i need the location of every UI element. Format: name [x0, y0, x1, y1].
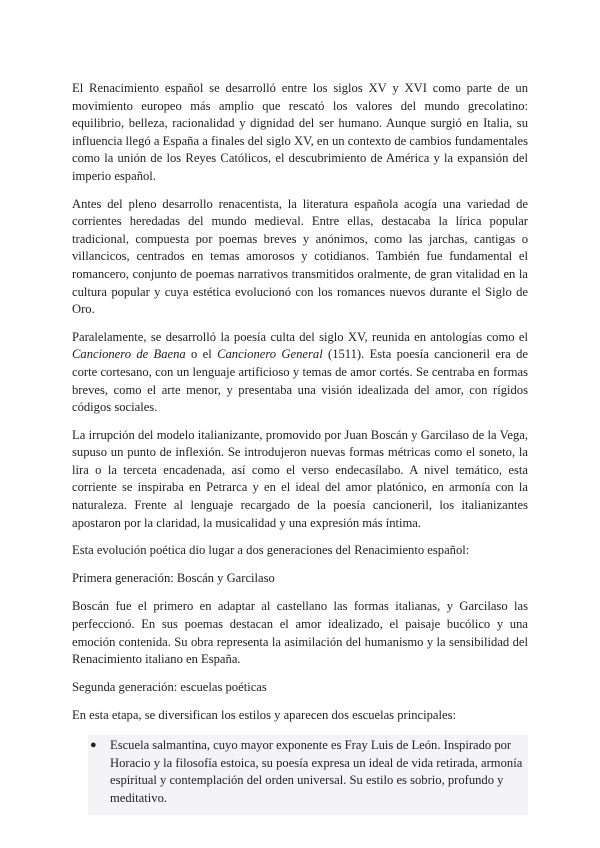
paragraph-intro: El Renacimiento español se desarrolló entre los siglos XV y XVI como parte de un movimiento europeo más amplio que rescató los valores del mundo grecolatino: equilibrio, belleza, racionalidad y dignidad del ser humano. Aunque surgió en Italia, su influencia llegó a España a finales del siglo XV, en un contexto de cambios fundamentales como la unión de los Reyes Católicos, el descubrimiento de América y la expansión del imperio español. — [72, 81, 528, 183]
heading-first-generation: Primera generación: Boscán y Garcilaso — [72, 570, 275, 585]
paragraph-generations-intro: Esta evolución poética dio lugar a dos generaciones del Renacimiento español: — [72, 543, 470, 558]
schools-list — [88, 735, 528, 815]
list-item-text: Escuela salmantina, cuyo mayor exponente es Fray Luis de León. Inspirado por Horacio y la filosofía estoica, su poesía expresa un ideal de vida retirada, armonía espiritual y contemplación del orden universal. Su estilo es sobrio, profundo y meditativo. — [110, 738, 523, 805]
title-cancionero-general: Cancionero General — [217, 347, 323, 362]
paragraph-cancionero — [72, 329, 528, 417]
paragraph-schools-intro: En esta etapa, se diversifican los estilos y aparecen dos escuelas principales: — [72, 708, 456, 723]
text-segment: o el — [185, 347, 218, 362]
paragraph-boscan-garcilaso: Boscán fue el primero en adaptar al castellano las formas italianas, y Garcilaso las perfeccionó. En sus poemas destacan el amor idealizado, el paisaje bucólico y una emoción contenida. Su obra representa la asimilación del humanismo y la sensibilidad del Renacimiento italiano en España. — [72, 599, 528, 667]
bullet-icon: ● — [90, 739, 97, 751]
list-item — [88, 737, 528, 807]
text-segment: Paralelamente, se desarrolló la poesía culta del siglo XV, reunida en antologías como el — [72, 329, 528, 344]
paragraph-italianizante: La irrupción del modelo italianizante, promovido por Juan Boscán y Garcilaso de la Vega, supuso un punto de inflexión. Se introdujeron nuevas formas métricas como el soneto, la lira o la terceta encadenada, así como el verso endecasílabo. A nivel temático, esta corriente se inspiraba en Petrarca y en el ideal del amor platónico, en armonía con la naturaleza. Frente al lenguaje recargado de la poesía cancioneril, los italianizantes apostaron por la claridad, la musicalidad y una expresión más íntima. — [72, 427, 528, 530]
paragraph-medieval-traditions: Antes del pleno desarrollo renacentista, la literatura española acogía una variedad de corrientes heredadas del mundo medieval. Entre ellas, destacaba la lírica popular tradicional, compuesta por poemas breves y anónimos, como las jarchas, cantigas o villancicos, centrados en temas amorosos y cotidianos. También fue fundamental el romancero, conjunto de poemas narrativos transmitidos oralmente, de gran vitalidad en la cultura popular y cuya estética evolucionó con los romances nuevos durante el Siglo de Oro. — [72, 196, 528, 317]
heading-second-generation: Segunda generación: escuelas poéticas — [72, 679, 267, 694]
text-segment: (1511). Esta poesía cancioneril era de corte cortesano, con un lenguaje artificioso y temas de amor cortés. Se centraba en formas breves, como el arte menor, y presentaba una visión idealizada del amor, con rígidos códigos sociales. — [72, 347, 528, 415]
title-cancionero-baena: Cancionero de Baena — [72, 347, 186, 362]
